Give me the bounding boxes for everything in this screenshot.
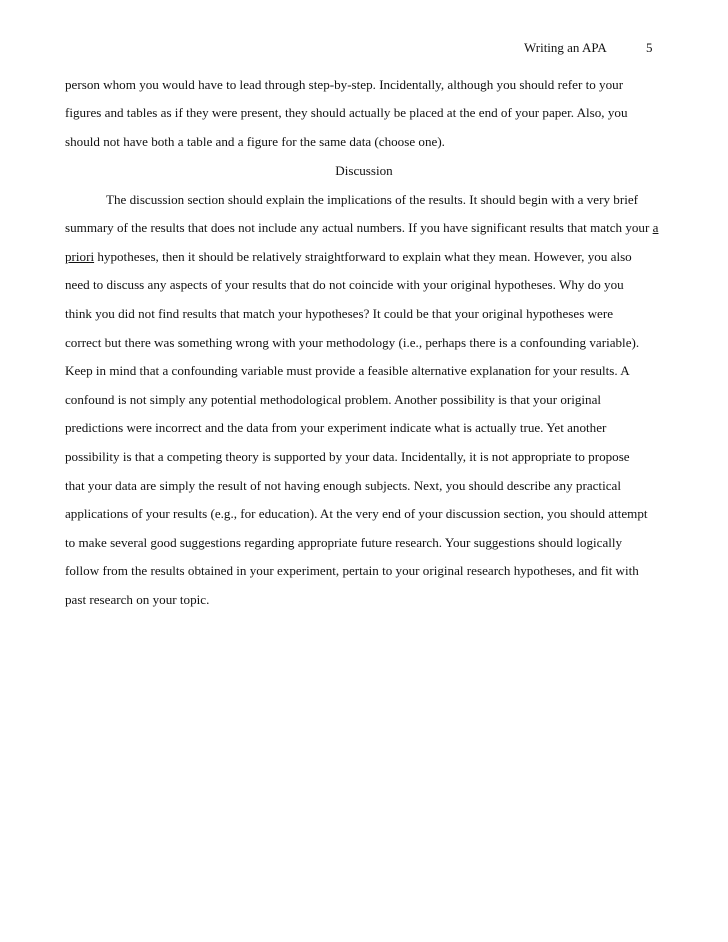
body-line: The discussion section should explain the implications of the results. It should begin with a very brief [106, 192, 639, 207]
body-line: predictions were incorrect and the data from your experiment indicate what is actually true. Yet another [65, 420, 607, 435]
body-line: that your data are simply the result of not having enough subjects. Next, you should describe any practical [65, 478, 621, 493]
body-line: correct but there was something wrong with your methodology (i.e., perhaps there is a confounding variable). [65, 335, 640, 350]
body-line: Keep in mind that a confounding variable must provide a feasible alternative explanation for your results. A [65, 363, 630, 378]
body-line: follow from the results obtained in your experiment, pertain to your original research hypotheses, and fit with [65, 563, 639, 578]
page-number: 5 [646, 40, 653, 55]
body-line [65, 220, 658, 236]
body-line: possibility is that a competing theory is supported by your data. Incidentally, it is not appropriate to propose [65, 449, 630, 464]
body-line: person whom you would have to lead through step-by-step. Incidentally, although you should refer to your [65, 77, 624, 92]
body-line: to make several good suggestions regarding appropriate future research. Your suggestions should logically [65, 535, 623, 550]
body-line: think you did not find results that match your hypotheses? It could be that your original hypotheses were [65, 306, 614, 321]
section-heading: Discussion [335, 163, 393, 178]
underlined-term: a [652, 220, 659, 235]
body-text: hypotheses, then it should be relatively straightforward to explain what they mean. However, you also [94, 249, 632, 264]
underlined-term: priori [65, 249, 95, 264]
body-text: summary of the results that does not include any actual numbers. If you have significant results that match your [65, 220, 653, 235]
body-line: need to discuss any aspects of your results that do not coincide with your original hypotheses. Why do you [65, 277, 624, 292]
body-line [65, 249, 632, 265]
running-head-title: Writing an APA [524, 40, 607, 55]
body-line: confound is not simply any potential methodological problem. Another possibility is that your original [65, 392, 602, 407]
body-line: figures and tables as if they were present, they should actually be placed at the end of your paper. Also, you [65, 105, 628, 120]
running-head [524, 40, 653, 56]
body-line: past research on your topic. [65, 592, 210, 607]
body-line: applications of your results (e.g., for education). At the very end of your discussion section, you should attempt [65, 506, 648, 521]
body-line: should not have both a table and a figure for the same data (choose one). [65, 134, 445, 149]
